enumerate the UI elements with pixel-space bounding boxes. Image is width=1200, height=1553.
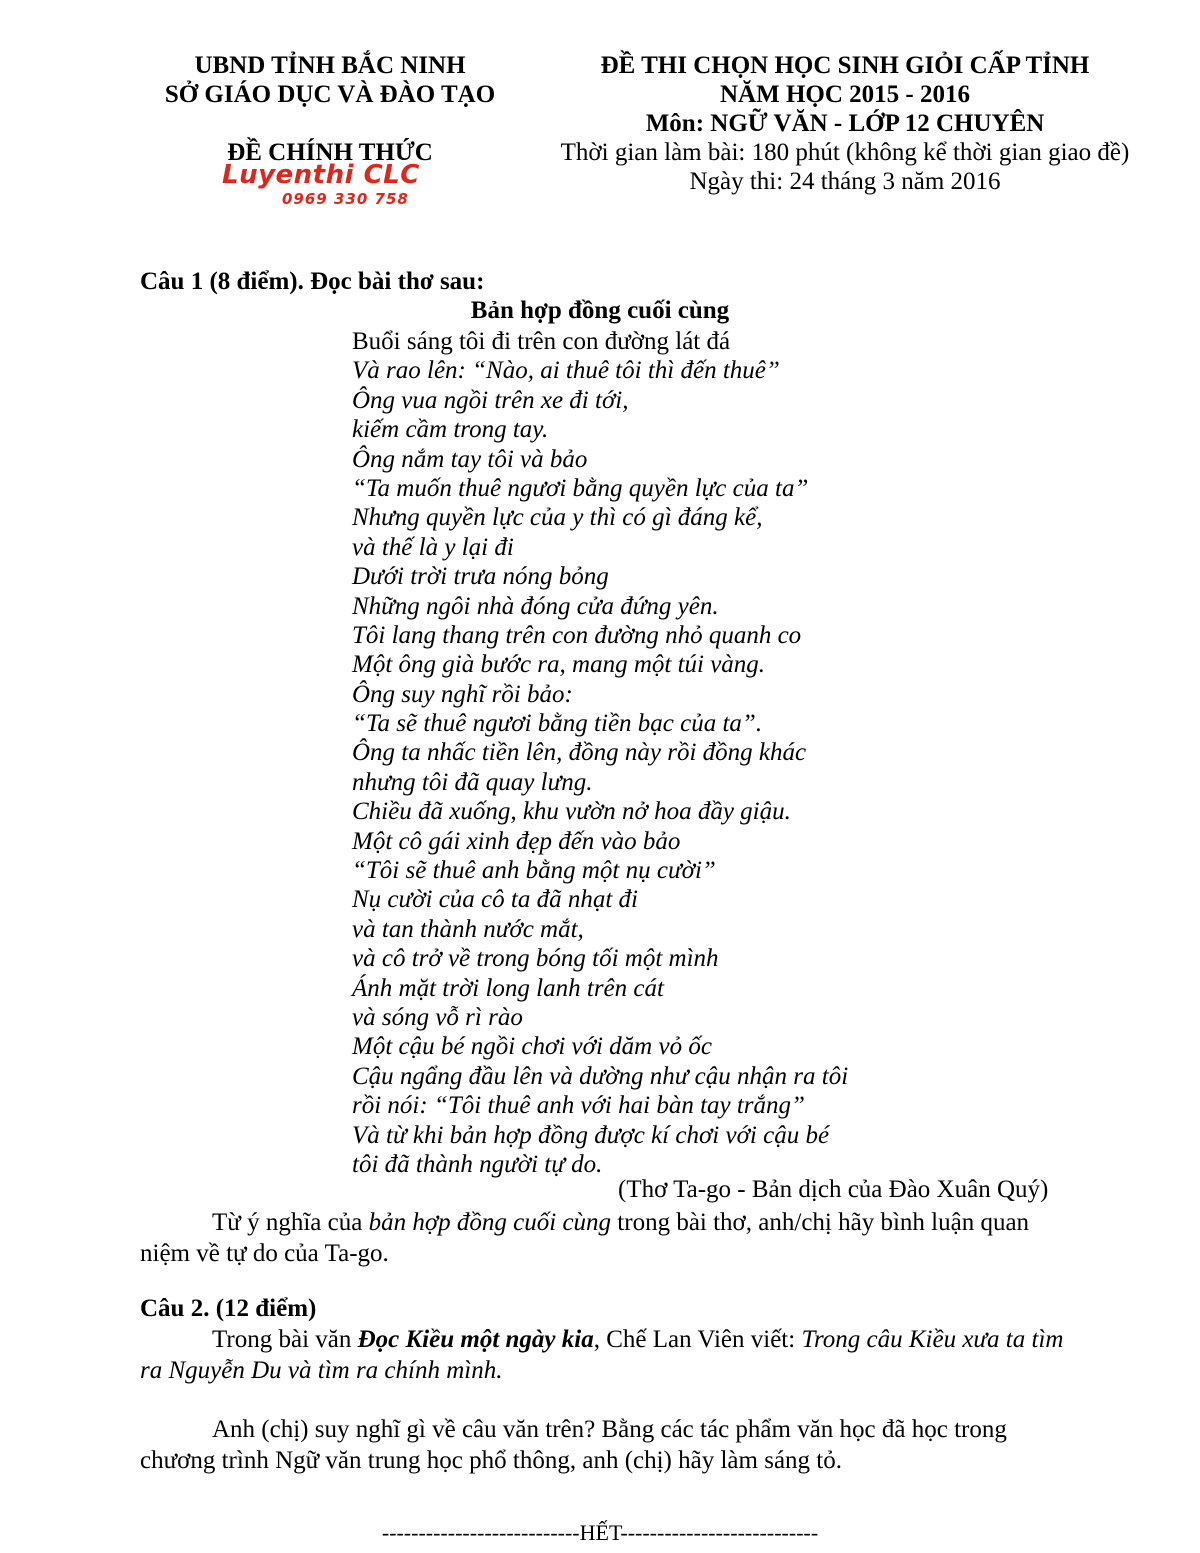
poem-title: Bản hợp đồng cuối cùng (470, 297, 730, 324)
prompt-text-end: trong bài thơ, anh/chị hãy bình luận quan niệm về tự do của Ta-go. (140, 1209, 1030, 1267)
poem-source: (Thơ Ta-go - Bản dịch của Đào Xuân Quý) (618, 1176, 1049, 1203)
poem-line: Ánh mặt trời long lanh trên cát (352, 974, 664, 1002)
q2-prompt: Anh (chị) suy nghĩ gì về câu văn trên? Bằng các tác phẩm văn học đã học trong chương trình Ngữ văn trung học phổ thông, anh (chị) hãy làm sáng tỏ. (140, 1416, 1007, 1474)
exam-title: ĐỀ THI CHỌN HỌC SINH GIỎI CẤP TỈNH (600, 52, 1090, 79)
exam-date: Ngày thi: 24 tháng 3 năm 2016 (689, 168, 1001, 195)
poem-line: Một cô gái xinh đẹp đến vào bảo (352, 827, 681, 855)
poem-line: Tôi lang thang trên con đường nhỏ quanh co (352, 621, 802, 649)
poem-line: Dưới trời trưa nóng bỏng (352, 563, 609, 591)
poem-line: Ông nắm tay tôi và bảo (352, 445, 588, 473)
department-name: SỞ GIÁO DỤC VÀ ĐÀO TẠO (164, 81, 496, 108)
poem-line: “Tôi sẽ thuê anh bằng một nụ cười” (352, 857, 716, 885)
poem-line: Những ngôi nhà đóng cửa đứng yên. (352, 592, 719, 620)
poem-line: Ông vua ngồi trên xe đi tới, (352, 386, 629, 414)
poem-line: nhưng tôi đã quay lưng. (352, 768, 593, 796)
poem-line: Và từ khi bản hợp đồng được kí chơi với cậu bé (352, 1121, 830, 1149)
poem-line: kiếm cầm trong tay. (352, 416, 549, 444)
watermark-logo (210, 160, 450, 214)
poem-line: và sóng vỗ rì rào (352, 1003, 523, 1031)
poem-line: và cô trở về trong bóng tối một mình (352, 945, 719, 973)
duration: Thời gian làm bài: 180 phút (không kể thời gian giao đề) (560, 139, 1130, 166)
poem-body (352, 327, 848, 1179)
q2-text-mid: , Chế Lan Viên viết: (593, 1326, 802, 1353)
poem-line: Buổi sáng tôi đi trên con đường lát đá (352, 328, 731, 355)
poem-line: Chiều đã xuống, khu vườn nở hoa đầy giậu. (352, 798, 791, 826)
poem-line: rồi nói: “Tôi thuê anh với hai bàn tay trắng” (352, 1092, 805, 1120)
poem-line: và tan thành nước mắt, (352, 915, 584, 943)
q2-text: Trong bài văn (212, 1326, 358, 1353)
poem-line: Ông suy nghĩ rồi bảo: (352, 680, 573, 708)
q2-work-title: Đọc Kiều một ngày kia (357, 1326, 594, 1353)
prompt-text: Từ ý nghĩa của (212, 1209, 369, 1236)
school-year: NĂM HỌC 2015 - 2016 (720, 81, 970, 108)
q2-quote: Trong câu Kiều xưa ta tìm ra Nguyễn Du và tìm ra chính mình. (140, 1326, 1064, 1384)
poem-line: và thế là y lại đi (352, 533, 514, 561)
prompt-italic: bản hợp đồng cuối cùng (368, 1209, 612, 1236)
question-1-heading: Câu 1 (8 điểm). Đọc bài thơ sau: (140, 268, 485, 295)
question-1-prompt (140, 1207, 1070, 1269)
poem-line: Và rao lên: “Nào, ai thuê tôi thì đến thuê” (352, 357, 780, 385)
poem-line: Nhưng quyền lực của y thì có gì đáng kể, (352, 504, 763, 532)
watermark-name: Luyenthi CLC (222, 160, 420, 190)
official-label: ĐỀ CHÍNH THỨC (227, 139, 433, 166)
subject: Môn: NGỮ VĂN - LỚP 12 CHUYÊN (645, 110, 1045, 137)
poem-line: Một cậu bé ngồi chơi với dăm vỏ ốc (352, 1033, 712, 1061)
poem-line: “Ta muốn thuê ngươi bằng quyền lực của ta” (352, 474, 809, 502)
question-2-heading: Câu 2. (12 điểm) (140, 1295, 317, 1322)
poem-line: Một ông già bước ra, mang một túi vàng. (352, 651, 766, 679)
poem-line: Ông ta nhấc tiền lên, đồng này rồi đồng khác (352, 739, 807, 767)
poem-line: “Ta sẽ thuê ngươi bằng tiền bạc của ta”. (352, 710, 763, 738)
poem-line: Cậu ngẩng đầu lên và dường như cậu nhận ra tôi (352, 1062, 849, 1090)
authority-name: UBND TỈNH BẮC NINH (194, 52, 466, 79)
poem-line: tôi đã thành người tự do. (352, 1150, 603, 1178)
question-2-paragraph-2 (140, 1414, 1070, 1476)
watermark-phone: 0969 330 758 (282, 190, 409, 208)
question-2-paragraph-1 (140, 1324, 1070, 1386)
end-marker: ---------------------------HẾT--------------------------- (381, 1520, 819, 1545)
poem-line: Nụ cười của cô ta đã nhạt đi (352, 886, 638, 914)
